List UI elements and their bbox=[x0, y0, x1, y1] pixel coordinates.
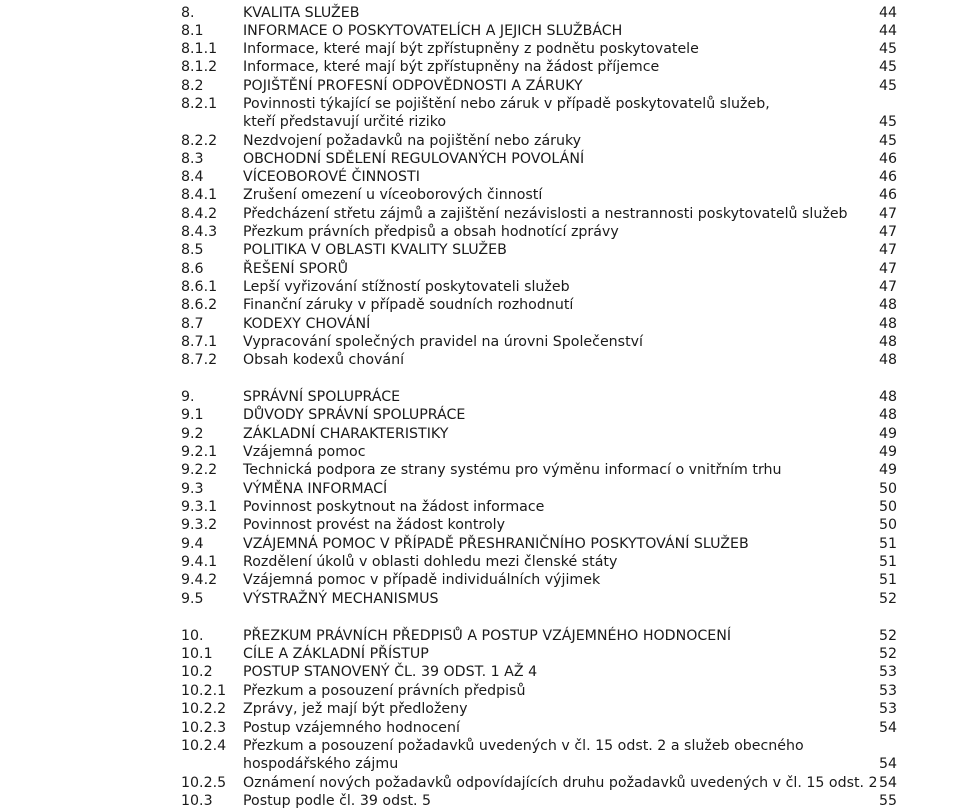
section-number: 9.4.1 bbox=[181, 554, 218, 570]
page-number: 51 bbox=[878, 572, 897, 588]
section-title: Vypracování společných pravidel na úrovni Společenství bbox=[243, 334, 643, 350]
page-number: 45 bbox=[878, 59, 897, 75]
section-title: Přezkum a posouzení právních předpisů bbox=[243, 683, 526, 699]
section-title: Přezkum a posouzení požadavků uvedených v čl. 15 odst. 2 a služeb obecného bbox=[243, 738, 804, 754]
page-number: 47 bbox=[878, 242, 897, 258]
section-number: 9.5 bbox=[181, 591, 204, 607]
section-title: Postup podle čl. 39 odst. 5 bbox=[243, 793, 432, 809]
section-title: POLITIKA V OBLASTI KVALITY SLUŽEB bbox=[243, 242, 507, 258]
section-title: VÍCEOBOROVÉ ČINNOSTI bbox=[243, 169, 420, 185]
page-number: 49 bbox=[878, 462, 897, 478]
section-title: kteří představují určité riziko bbox=[243, 114, 447, 130]
section-title: VÝSTRAŽNÝ MECHANISMUS bbox=[243, 591, 439, 607]
page-number: 54 bbox=[878, 775, 897, 791]
section-title: INFORMACE O POSKYTOVATELÍCH A JEJICH SLUŽBÁCH bbox=[243, 23, 623, 39]
page-number: 53 bbox=[878, 683, 897, 699]
section-title: Postup vzájemného hodnocení bbox=[243, 720, 460, 736]
section-number: 10. bbox=[181, 628, 204, 644]
section-title: Přezkum právních předpisů a obsah hodnotící zprávy bbox=[243, 224, 619, 240]
section-title: hospodářského zájmu bbox=[243, 756, 399, 772]
section-title: Informace, které mají být zpřístupněny na žádost příjemce bbox=[243, 59, 660, 75]
section-title: Vzájemná pomoc v případě individuálních výjimek bbox=[243, 572, 601, 588]
page-number: 48 bbox=[878, 352, 897, 368]
page-number: 54 bbox=[878, 756, 897, 772]
page-number: 50 bbox=[878, 499, 897, 515]
section-number: 10.2 bbox=[181, 664, 213, 680]
page-number: 48 bbox=[878, 389, 897, 405]
page-number: 46 bbox=[878, 151, 897, 167]
section-number: 8.4 bbox=[181, 169, 204, 185]
section-number: 8.1.1 bbox=[181, 41, 218, 57]
section-title: SPRÁVNÍ SPOLUPRÁCE bbox=[243, 389, 401, 405]
section-number: 8.4.1 bbox=[181, 187, 218, 203]
section-title: Zprávy, jež mají být předloženy bbox=[243, 701, 468, 717]
page-number: 45 bbox=[878, 133, 897, 149]
page-number: 50 bbox=[878, 481, 897, 497]
page-number: 48 bbox=[878, 407, 897, 423]
page-number: 49 bbox=[878, 444, 897, 460]
section-number: 8.5 bbox=[181, 242, 204, 258]
section-number: 10.2.5 bbox=[181, 775, 227, 791]
page-number: 48 bbox=[878, 316, 897, 332]
section-number: 8.1 bbox=[181, 23, 204, 39]
section-number: 9.2.1 bbox=[181, 444, 218, 460]
section-number: 10.1 bbox=[181, 646, 213, 662]
page-number: 46 bbox=[878, 169, 897, 185]
section-number: 9.3.2 bbox=[181, 517, 218, 533]
section-number: 8.6.2 bbox=[181, 297, 218, 313]
section-number: 8.6.1 bbox=[181, 279, 218, 295]
page-number: 50 bbox=[878, 517, 897, 533]
section-number: 9.4 bbox=[181, 536, 204, 552]
section-number: 8.7.1 bbox=[181, 334, 218, 350]
page-number: 52 bbox=[878, 591, 897, 607]
page-number: 47 bbox=[878, 224, 897, 240]
page-number: 51 bbox=[878, 554, 897, 570]
page-number: 54 bbox=[878, 720, 897, 736]
section-number: 8.1.2 bbox=[181, 59, 218, 75]
section-number: 10.2.4 bbox=[181, 738, 227, 754]
page-number: 48 bbox=[878, 334, 897, 350]
page-number: 45 bbox=[878, 114, 897, 130]
section-number: 9.2 bbox=[181, 426, 204, 442]
section-title: DŮVODY SPRÁVNÍ SPOLUPRÁCE bbox=[243, 407, 466, 423]
section-title: ŘEŠENÍ SPORŮ bbox=[243, 261, 349, 277]
section-number: 9.3.1 bbox=[181, 499, 218, 515]
section-title: Povinnosti týkající se pojištění nebo záruk v případě poskytovatelů služeb, bbox=[243, 96, 770, 112]
section-title: Vzájemná pomoc bbox=[243, 444, 366, 460]
page-number: 48 bbox=[878, 297, 897, 313]
page-number: 46 bbox=[878, 187, 897, 203]
section-number: 8.2.1 bbox=[181, 96, 218, 112]
page-number: 47 bbox=[878, 261, 897, 277]
section-title: KODEXY CHOVÁNÍ bbox=[243, 316, 371, 332]
section-title: Nezdvojení požadavků na pojištění nebo záruky bbox=[243, 133, 582, 149]
section-title: Povinnost poskytnout na žádost informace bbox=[243, 499, 545, 515]
section-title: Předcházení střetu zájmů a zajištění nezávislosti a nestrannosti poskytovatelů služeb bbox=[243, 206, 848, 222]
section-number: 8.7 bbox=[181, 316, 204, 332]
section-title: VZÁJEMNÁ POMOC V PŘÍPADĚ PŘESHRANIČNÍHO POSKYTOVÁNÍ SLUŽEB bbox=[243, 536, 749, 552]
page-number: 44 bbox=[878, 23, 897, 39]
page-number: 53 bbox=[878, 664, 897, 680]
section-number: 8.7.2 bbox=[181, 352, 218, 368]
page-number: 53 bbox=[878, 701, 897, 717]
section-number: 10.2.2 bbox=[181, 701, 227, 717]
section-title: Zrušení omezení u víceoborových činností bbox=[243, 187, 543, 203]
section-title: KVALITA SLUŽEB bbox=[243, 5, 360, 21]
page-number: 52 bbox=[878, 646, 897, 662]
page-number: 55 bbox=[878, 793, 897, 809]
page-number: 47 bbox=[878, 279, 897, 295]
page-number: 52 bbox=[878, 628, 897, 644]
section-number: 9.2.2 bbox=[181, 462, 218, 478]
section-number: 9.1 bbox=[181, 407, 204, 423]
section-title: ZÁKLADNÍ CHARAKTERISTIKY bbox=[243, 426, 449, 442]
section-title: CÍLE A ZÁKLADNÍ PŘÍSTUP bbox=[243, 646, 429, 662]
page-number: 44 bbox=[878, 5, 897, 21]
section-title: PŘEZKUM PRÁVNÍCH PŘEDPISŮ A POSTUP VZÁJEMNÉHO HODNOCENÍ bbox=[243, 628, 732, 644]
section-number: 8.4.2 bbox=[181, 206, 218, 222]
section-number: 8.2 bbox=[181, 78, 204, 94]
page-number: 49 bbox=[878, 426, 897, 442]
section-title: Rozdělení úkolů v oblasti dohledu mezi členské státy bbox=[243, 554, 618, 570]
section-number: 10.3 bbox=[181, 793, 213, 809]
section-title: POSTUP STANOVENÝ ČL. 39 ODST. 1 AŽ 4 bbox=[243, 664, 538, 680]
section-title: Obsah kodexů chování bbox=[243, 352, 405, 368]
section-number: 8.2.2 bbox=[181, 133, 218, 149]
section-title: VÝMĚNA INFORMACÍ bbox=[243, 481, 388, 497]
section-title: Finanční záruky v případě soudních rozhodnutí bbox=[243, 297, 574, 313]
section-number: 8.4.3 bbox=[181, 224, 218, 240]
page-number: 47 bbox=[878, 206, 897, 222]
section-title: Informace, které mají být zpřístupněny z podnětu poskytovatele bbox=[243, 41, 699, 57]
section-number: 10.2.3 bbox=[181, 720, 227, 736]
section-title: OBCHODNÍ SDĚLENÍ REGULOVANÝCH POVOLÁNÍ bbox=[243, 151, 585, 167]
section-number: 8. bbox=[181, 5, 195, 21]
section-title: POJIŠTĚNÍ PROFESNÍ ODPOVĚDNOSTI A ZÁRUKY bbox=[243, 78, 583, 94]
page-number: 51 bbox=[878, 536, 897, 552]
section-title: Oznámení nových požadavků odpovídajících druhu požadavků uvedených v čl. 15 odst. 2 bbox=[243, 775, 878, 791]
section-title: Povinnost provést na žádost kontroly bbox=[243, 517, 505, 533]
section-number: 9. bbox=[181, 389, 195, 405]
section-number: 8.6 bbox=[181, 261, 204, 277]
section-title: Lepší vyřizování stížností poskytovateli služeb bbox=[243, 279, 570, 295]
section-number: 10.2.1 bbox=[181, 683, 227, 699]
section-number: 9.3 bbox=[181, 481, 204, 497]
section-title: Technická podpora ze strany systému pro výměnu informací o vnitřním trhu bbox=[243, 462, 782, 478]
page-number: 45 bbox=[878, 41, 897, 57]
page-number: 45 bbox=[878, 78, 897, 94]
section-number: 9.4.2 bbox=[181, 572, 218, 588]
section-number: 8.3 bbox=[181, 151, 204, 167]
